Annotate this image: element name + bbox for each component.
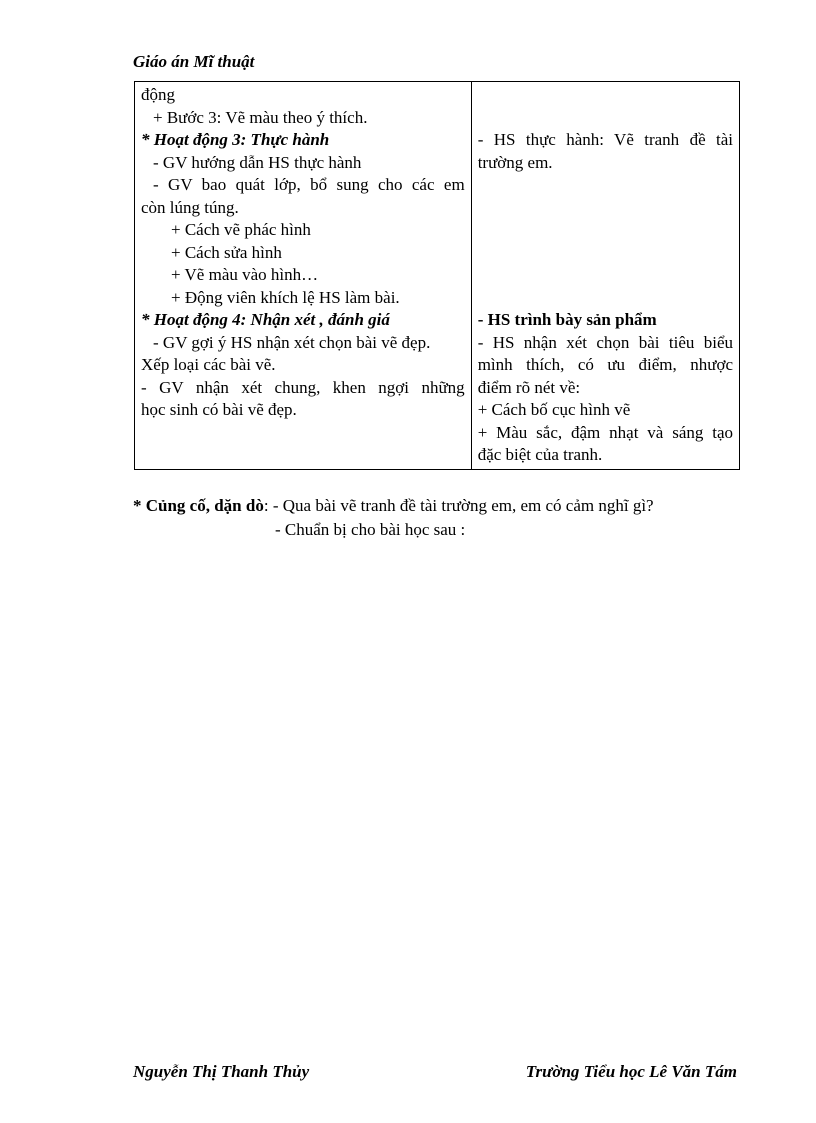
summary-separator: : xyxy=(263,496,269,515)
teacher-activities-cell xyxy=(135,82,472,470)
left-line: - GV nhận xét chung, khen ngợi những xyxy=(141,377,465,397)
spacer xyxy=(478,219,733,242)
right-line: trường em. xyxy=(477,152,553,172)
spacer xyxy=(478,107,733,130)
student-activities-cell xyxy=(471,82,739,470)
spacer xyxy=(478,242,733,265)
right-line: điểm rõ nét về: xyxy=(477,377,581,397)
activity-4-heading: * Hoạt động 4: Nhận xét , đánh giá xyxy=(141,310,390,329)
table-row xyxy=(135,82,740,470)
page-header-title: Giáo án Mĩ thuật xyxy=(133,52,255,71)
right-line: + Cách bố cục hình vẽ xyxy=(477,400,631,419)
spacer xyxy=(478,174,733,197)
left-line: + Vẽ màu vào hình… xyxy=(171,265,319,284)
left-line: Xếp loại các bài vẽ. xyxy=(141,355,276,374)
footer-school: Trường Tiểu học Lê Văn Tám xyxy=(525,1062,737,1081)
summary-block xyxy=(133,494,654,542)
spacer xyxy=(478,264,733,287)
summary-line-2: - Chuẩn bị cho bài học sau : xyxy=(275,520,466,539)
left-line: + Động viên khích lệ HS làm bài. xyxy=(171,287,400,307)
left-line: - GV gợi ý HS nhận xét chọn bài vẽ đẹp. xyxy=(153,332,431,352)
left-line: - GV hướng dẫn HS thực hành xyxy=(153,152,362,172)
right-line: - HS thực hành: Vẽ tranh đề tài xyxy=(477,130,733,149)
left-line: học sinh có bài vẽ đẹp. xyxy=(141,400,297,419)
right-line: đặc biệt của tranh. xyxy=(477,445,603,464)
spacer xyxy=(478,197,733,220)
lesson-plan-table xyxy=(134,81,740,470)
spacer xyxy=(478,84,733,107)
summary-label: * Củng cố, dặn dò xyxy=(133,496,264,515)
spacer xyxy=(478,287,733,310)
right-line: + Màu sắc, đậm nhạt và sáng tạo xyxy=(477,422,733,442)
right-line: mình thích, có ưu điểm, nhược xyxy=(477,355,733,374)
left-line: - GV bao quát lớp, bổ sung cho các em xyxy=(153,175,465,194)
right-line: - HS nhận xét chọn bài tiêu biểu xyxy=(477,332,733,352)
summary-line-1: - Qua bài vẽ tranh đề tài trường em, em có cảm nghĩ gì? xyxy=(268,496,654,515)
left-line: + Bước 3: Vẽ màu theo ý thích. xyxy=(153,107,368,127)
left-line: + Cách sửa hình xyxy=(171,242,282,262)
left-line: + Cách vẽ phác hình xyxy=(171,220,311,239)
right-heading: - HS trình bày sản phẩm xyxy=(477,310,657,329)
left-line: còn lúng túng. xyxy=(141,197,239,217)
footer-author: Nguyễn Thị Thanh Thủy xyxy=(133,1062,310,1081)
left-line: động xyxy=(141,85,175,104)
activity-3-heading: * Hoạt động 3: Thực hành xyxy=(141,130,330,149)
